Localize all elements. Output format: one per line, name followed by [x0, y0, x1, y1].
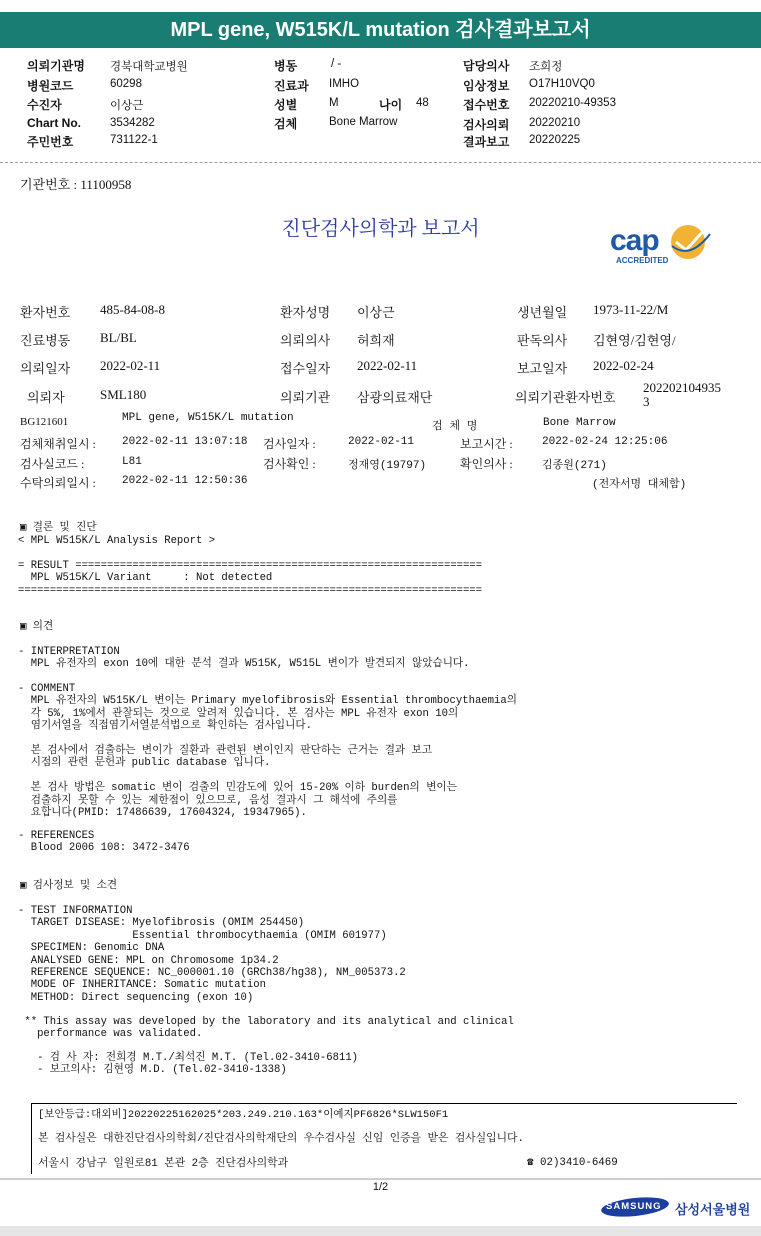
header-value: IMHO: [329, 78, 360, 90]
patient-key: 환자번호: [20, 305, 71, 320]
patient-key: 의뢰자: [27, 390, 65, 405]
conclusion-heading: ▣ 결론 및 진단: [20, 522, 97, 534]
patient-key: 의뢰기관: [280, 390, 331, 405]
test-value: 2022-02-11 13:07:18: [122, 436, 248, 448]
header-key: 의뢰기관명: [27, 59, 85, 73]
patient-value: BL/BL: [100, 330, 137, 345]
patient-key: 의뢰일자: [20, 361, 71, 376]
patient-value: 485-84-08-8: [100, 302, 165, 317]
patient-value: 2022-02-11: [357, 358, 418, 373]
report-heading: 진단검사의학과 보고서: [281, 218, 480, 240]
header-value: 이상근: [110, 100, 144, 112]
cap-text: cap: [610, 224, 659, 257]
comment: - COMMENT MPL 유전자의 W515K/L 변이는 Primary myelofibrosis와 Essential thrombocythaemia의 각 5%, 1%에서 관찰되는 것으로 알려져 있습니다. 본 검사는 MPL 유전자 exon 10의 염기서열을 직접염기서열분석법으로 확인하는 검사입니다. 본 검사에서 검출하는 변이가 질환과 관련된 변이인지 판단하는 근거는 결과 보고 시점의 관련 문헌과 public database 입니다. 본 검사 방법은 somatic 변이 검출의 민감도에 있어 15-20% 이하 burden의 변이는 검출하지 못할 수 있는 제한점이 있으므로, 음성 결과시 그 해석에 주의를 요합니다(PMID: 17486639, 17604324, 19347965).: [18, 683, 517, 820]
bottom-strip: [0, 1226, 761, 1236]
test-key: 검체채취일시 :: [20, 437, 96, 451]
staff-list: - 검 사 자: 전희경 M.T./최석진 M.T. (Tel.02-3410-6811) - 보고의사: 김현영 M.D. (Tel.02-3410-1338): [37, 1052, 359, 1077]
patient-key: 의뢰의사: [280, 333, 331, 348]
test-value: 2022-02-24 12:25:06: [542, 436, 668, 448]
header-key: 수진자: [27, 98, 62, 112]
analysis-title: < MPL W515K/L Analysis Report >: [18, 535, 216, 547]
header-key: 진료과: [274, 79, 309, 93]
hospital-name: 삼성서울병원: [675, 1202, 751, 1217]
patient-value: 삼광의료재단: [357, 390, 433, 405]
patient-value: 1973-11-22/M: [593, 302, 669, 317]
patient-value: 3: [643, 394, 650, 409]
patient-value: 2022-02-11: [100, 358, 161, 373]
opinion-heading: ▣ 의견: [20, 621, 54, 633]
cap-accredited-logo: [606, 220, 716, 268]
header-key: 검사의뢰: [463, 118, 510, 132]
page-divider: [0, 1178, 761, 1180]
report-title: MPL gene, W515K/L mutation 검사결과보고서: [170, 19, 591, 41]
header-divider: [0, 162, 761, 163]
header-key: 성별: [274, 98, 298, 112]
header-key: 병동: [274, 59, 298, 73]
address-text: 서울시 강남구 일원로81 본관 2층 진단검사의학과: [38, 1158, 288, 1170]
patient-value: 김현영/김현영/: [593, 333, 676, 348]
patient-key: 접수일자: [280, 361, 331, 376]
interpretation: - INTERPRETATION MPL 유전자의 exon 10에 대한 분석 결과 W515K, W515L 변이가 발견되지 않았습니다.: [18, 646, 470, 671]
page-number: 1/2: [372, 1181, 389, 1193]
header-value: / -: [331, 58, 342, 70]
test-key: 검사실코드 :: [20, 457, 85, 471]
certification-text: 본 검사실은 대한진단검사의학회/진단검사의학재단의 우수검사실 신임 인증을 받은 검사실입니다.: [38, 1133, 524, 1145]
test-value: 2022-02-11 12:50:36: [122, 475, 248, 487]
header-value: Bone Marrow: [329, 116, 398, 128]
test-name: MPL gene, W515K/L mutation: [122, 412, 294, 424]
header-key: 임상정보: [463, 79, 510, 93]
header-key: 주민번호: [27, 135, 74, 149]
security-line: [보안등급:대외비]20220225162025*203.249.210.163*이예지PF6826*SLW150F1: [38, 1109, 449, 1121]
header-key: 검체: [274, 117, 298, 131]
cap-accredited-text: ACCREDITED: [616, 256, 669, 265]
test-value: 2022-02-11: [348, 436, 415, 448]
patient-value: SML180: [100, 387, 147, 402]
info-heading: ▣ 검사정보 및 소견: [20, 880, 118, 892]
test-key: 확인의사 :: [460, 457, 513, 471]
samsung-text: SAMSUNG: [606, 1201, 662, 1212]
report-title-bar: [0, 12, 761, 48]
assay-note: ** This assay was developed by the laboratory and its analytical and clinical performance was validated.: [24, 1016, 514, 1041]
header-value: 3534282: [110, 117, 155, 129]
test-value: L81: [122, 456, 142, 468]
header-value: 20220210: [529, 117, 581, 129]
header-value: 731122-1: [110, 134, 158, 146]
test-key: 검사확인 :: [263, 457, 316, 471]
patient-value: 202202104935: [643, 380, 721, 395]
header-value: 경북대학교병원: [110, 61, 188, 73]
header-value: M: [329, 97, 339, 109]
header-value: 조희정: [529, 61, 563, 73]
patient-value: 이상근: [357, 305, 395, 320]
patient-value: 2022-02-24: [593, 358, 654, 373]
test-value: 김종원(271): [542, 460, 607, 472]
header-key: 나이: [379, 98, 403, 112]
header-value: 60298: [110, 78, 142, 90]
specimen-value: Bone Marrow: [543, 417, 616, 429]
patient-key: 환자성명: [280, 305, 331, 320]
patient-key: 보고일자: [517, 361, 568, 376]
header-value: 48: [416, 97, 429, 109]
header-value: 20220225: [529, 134, 581, 146]
e-signature-note: (전자서명 대체함): [592, 479, 687, 491]
test-information: - TEST INFORMATION TARGET DISEASE: Myelofibrosis (OMIM 254450) Essential thrombocythaemia (OMIM 601977) SPECIMEN: Genomic DNA ANALYSED GENE: MPL on Chromosome 1p34.2 REFERENCE SEQUENCE: NC_000001.10 (GRCh38/hg38), NM_005373.2 MODE OF INHERITANCE: Somatic mutation METHOD: Direct sequencing (exon 10): [18, 905, 406, 1004]
patient-key: 생년월일: [517, 305, 568, 320]
patient-value: 허희재: [357, 333, 395, 348]
header-key: Chart No.: [27, 116, 81, 130]
specimen-label: 검 체 명: [432, 420, 480, 432]
header-value: 20220210-49353: [529, 97, 616, 109]
header-key: 담당의사: [463, 59, 510, 73]
samsung-logo: [600, 1196, 670, 1218]
patient-key: 의뢰기관환자번호: [515, 390, 616, 405]
header-key: 접수번호: [463, 98, 510, 112]
test-code: BG121601: [20, 416, 69, 428]
test-key: 보고시간 :: [460, 437, 513, 451]
patient-key: 판독의사: [517, 333, 568, 348]
result-block: = RESULT ================================================================ MPL W515K/L Variant : Not detected =========================================================================: [18, 560, 483, 597]
header-key: 병원코드: [27, 79, 74, 93]
institution-number: 기관번호 : 11100958: [20, 177, 132, 192]
header-key: 결과보고: [463, 135, 510, 149]
test-key: 수탁의뢰일시 :: [20, 476, 96, 490]
phone-text: ☎ 02)3410-6469: [527, 1157, 618, 1169]
references: - REFERENCES Blood 2006 108: 3472-3476: [18, 830, 190, 855]
test-key: 검사일자 :: [263, 437, 316, 451]
patient-key: 진료병동: [20, 333, 71, 348]
header-value: O17H10VQ0: [529, 78, 595, 90]
test-value: 정재영(19797): [348, 460, 427, 472]
